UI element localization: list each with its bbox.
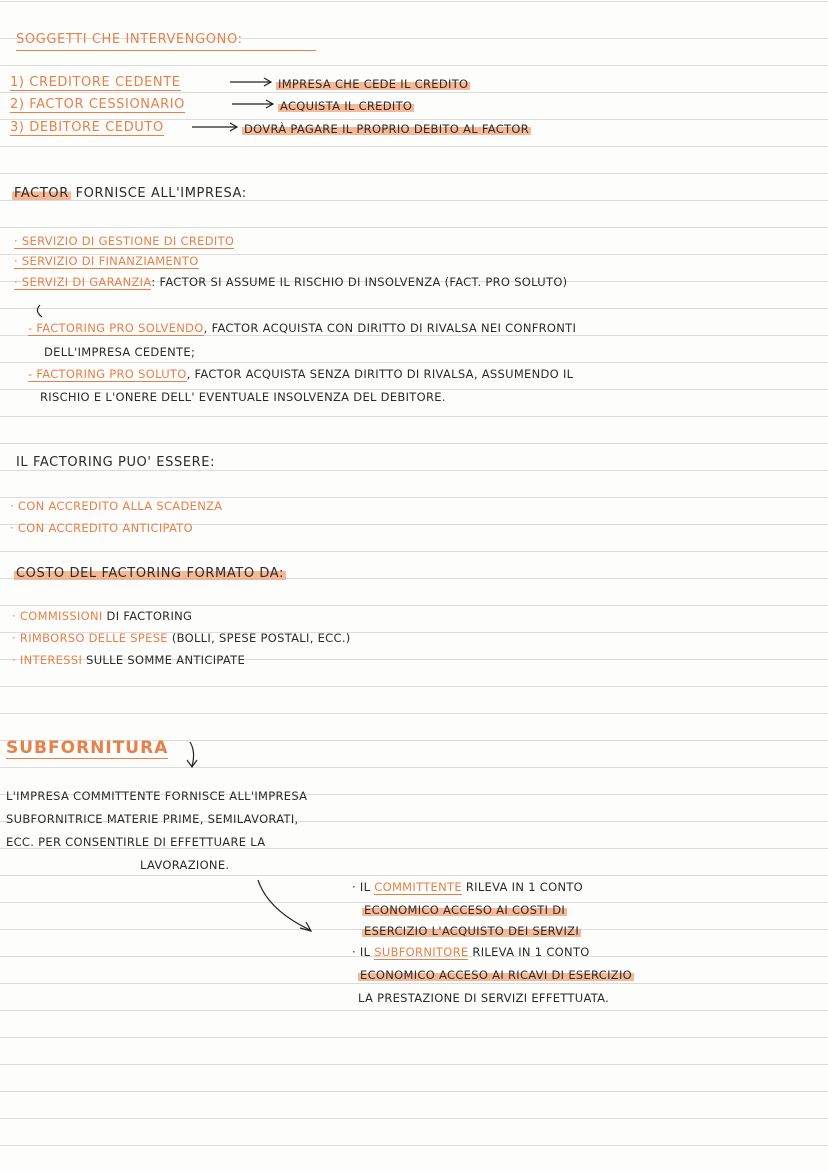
soggetto-2-desc: ACQUISTA IL CREDITO <box>280 99 413 113</box>
soggetto-1 <box>10 75 181 91</box>
soggetto-1-desc: IMPRESA CHE CEDE IL CREDITO <box>278 77 469 91</box>
soggetto-1-label: 1) CREDITORE CEDENTE <box>10 75 181 90</box>
soggetto-3 <box>10 120 164 136</box>
soggetto-3-label: 3) DEBITORE CEDUTO <box>10 120 164 135</box>
pro-solvendo-cont: DELL'IMPRESA CEDENTE; <box>44 345 196 359</box>
subfornitura-text: LAVORAZIONE. <box>140 858 230 872</box>
committente-line: ESERCIZIO L'ACQUISTO DEI SERVIZI <box>364 924 580 938</box>
committente-line: ECONOMICO ACCESO AI COSTI DI <box>364 903 566 917</box>
soggetto-2 <box>10 97 185 113</box>
tipi-item: · CON ACCREDITO ANTICIPATO <box>10 521 193 535</box>
pro-solvendo: - FACTORING PRO SOLVENDO, FACTOR ACQUISTA CON DIRITTO DI RIVALSA NEI CONFRONTI <box>28 321 577 335</box>
costo-item: · RIMBORSO DELLE SPESE (BOLLI, SPESE POSTALI, ECC.) <box>12 631 351 645</box>
subfornitore-line: · IL SUBFORNITORE RILEVA IN 1 CONTO <box>352 945 590 959</box>
service-item: · SERVIZIO DI FINANZIAMENTO <box>14 254 199 268</box>
soggetto-2-label: 2) FACTOR CESSIONARIO <box>10 97 186 112</box>
service-garanzia: · SERVIZI DI GARANZIA: FACTOR SI ASSUME IL RISCHIO DI INSOLVENZA (FACT. PRO SOLUTO) <box>14 275 568 289</box>
committente-line: · IL COMMITTENTE RILEVA IN 1 CONTO <box>352 880 584 894</box>
pro-soluto: - FACTORING PRO SOLUTO, FACTOR ACQUISTA SENZA DIRITTO DI RIVALSA, ASSUMENDO IL <box>28 367 574 381</box>
costo-item: · COMMISSIONI DI FACTORING <box>12 609 193 623</box>
subfornitura-heading: SUBFORNITURA <box>6 738 169 758</box>
pro-soluto-cont: RISCHIO E L'ONERE DELL' EVENTUALE INSOLVENZA DEL DEBITORE. <box>40 390 446 404</box>
soggetto-3-desc: DOVRÀ PAGARE IL PROPRIO DEBITO AL FACTOR <box>244 122 530 136</box>
factor-heading: FACTOR FORNISCE ALL'IMPRESA: <box>14 186 247 201</box>
subfornitura-text: L'IMPRESA COMMITTENTE FORNISCE ALL'IMPRESA <box>6 789 308 803</box>
heading-underline <box>16 50 316 51</box>
subfornitore-line: ECONOMICO ACCESO AI RICAVI DI ESERCIZIO <box>360 968 633 982</box>
tipi-heading: IL FACTORING PUO' ESSERE: <box>16 455 216 470</box>
tipi-item: · CON ACCREDITO ALLA SCADENZA <box>10 499 223 513</box>
costo-item: · INTERESSI SULLE SOMME ANTICIPATE <box>12 653 246 667</box>
subfornitura-text: SUBFORNITRICE MATERIE PRIME, SEMILAVORATI, <box>6 812 299 826</box>
subfornitore-line: LA PRESTAZIONE DI SERVIZI EFFETTUATA. <box>358 991 610 1005</box>
costo-heading: COSTO DEL FACTORING FORMATO DA: <box>16 566 285 581</box>
subfornitura-text: ECC. PER CONSENTIRLE DI EFFETTUARE LA <box>6 835 266 849</box>
service-item: · SERVIZIO DI GESTIONE DI CREDITO <box>14 234 235 248</box>
soggetti-heading: SOGGETTI CHE INTERVENGONO: <box>16 32 243 47</box>
